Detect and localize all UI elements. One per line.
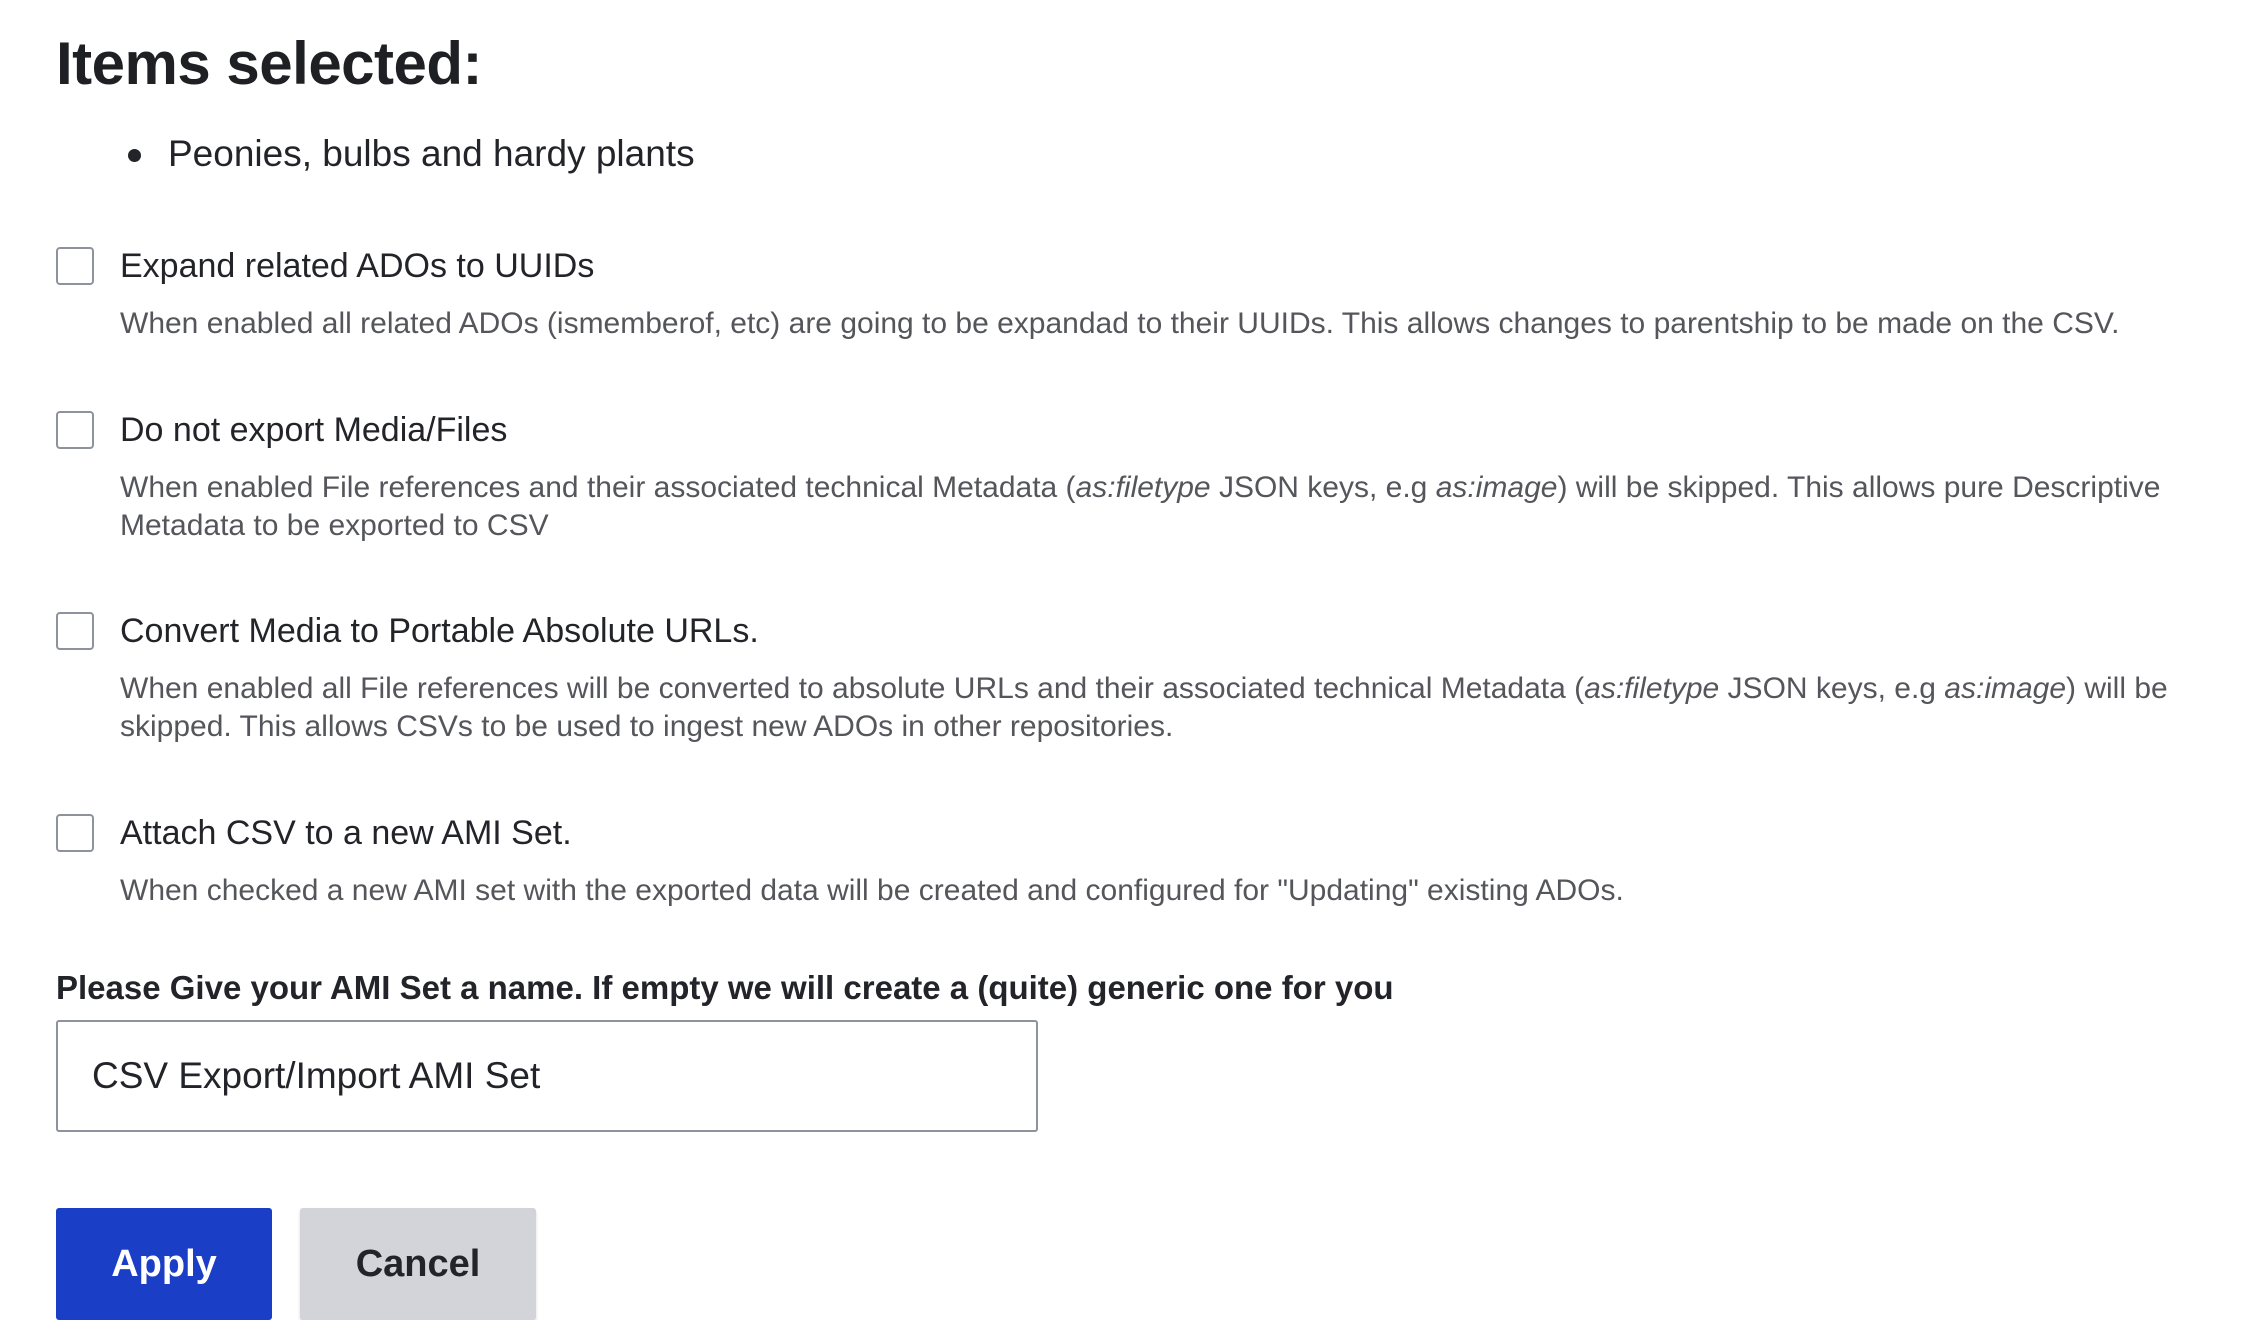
attach-ami-set-checkbox[interactable]: [56, 814, 94, 852]
expand-related-description: [120, 305, 2250, 343]
expand-related-checkbox[interactable]: [56, 247, 94, 285]
no-media-description: [120, 469, 2250, 545]
description-text: ) will be skipped. This allows CSVs to be used to ingest new ADOs in other repositories.: [120, 672, 2168, 743]
description-text: When enabled File references and their associated technical Metadata (: [120, 471, 1076, 504]
no-media-label[interactable]: Do not export Media/Files: [120, 411, 508, 449]
ami-set-name-input[interactable]: [56, 1020, 1038, 1132]
portable-urls-checkbox[interactable]: [56, 612, 94, 650]
description-code: as:image: [1944, 672, 2067, 705]
description-code: as:image: [1435, 471, 1558, 504]
ami-set-name-label: Please Give your AMI Set a name. If empty we will create a (quite) generic one for you: [56, 969, 1394, 1006]
portable-urls-label[interactable]: Convert Media to Portable Absolute URLs.: [120, 612, 759, 650]
description-text: JSON keys, e.g: [1210, 471, 1436, 504]
bullet-icon: [128, 149, 141, 162]
description-code: as:filetype: [1584, 672, 1720, 705]
description-text: ) will be skipped. This allows pure Descriptive Metadata to be exported to CSV: [120, 471, 2161, 542]
selected-item-label: Peonies, bulbs and hardy plants: [168, 133, 695, 174]
attach-ami-set-description: [120, 872, 2250, 910]
items-selected-heading: Items selected:: [56, 30, 483, 97]
no-media-checkbox[interactable]: [56, 411, 94, 449]
cancel-button[interactable]: Cancel: [300, 1208, 536, 1320]
list-item: [0, 126, 695, 182]
description-text: When enabled all related ADOs (ismemberof, etc) are going to be expandad to their UUIDs. This allows changes to parentship to be made on the CSV.: [120, 307, 2120, 340]
description-text: When checked a new AMI set with the exported data will be created and configured for "Updating" existing ADOs.: [120, 874, 1624, 907]
description-text: When enabled all File references will be converted to absolute URLs and their associated technical Metadata (: [120, 672, 1585, 705]
apply-button[interactable]: Apply: [56, 1208, 272, 1320]
selected-items-list: [0, 126, 695, 182]
attach-ami-set-label[interactable]: Attach CSV to a new AMI Set.: [120, 814, 572, 852]
description-text: JSON keys, e.g: [1719, 672, 1945, 705]
expand-related-label[interactable]: Expand related ADOs to UUIDs: [120, 247, 595, 285]
description-code: as:filetype: [1075, 471, 1211, 504]
portable-urls-description: [120, 670, 2250, 746]
